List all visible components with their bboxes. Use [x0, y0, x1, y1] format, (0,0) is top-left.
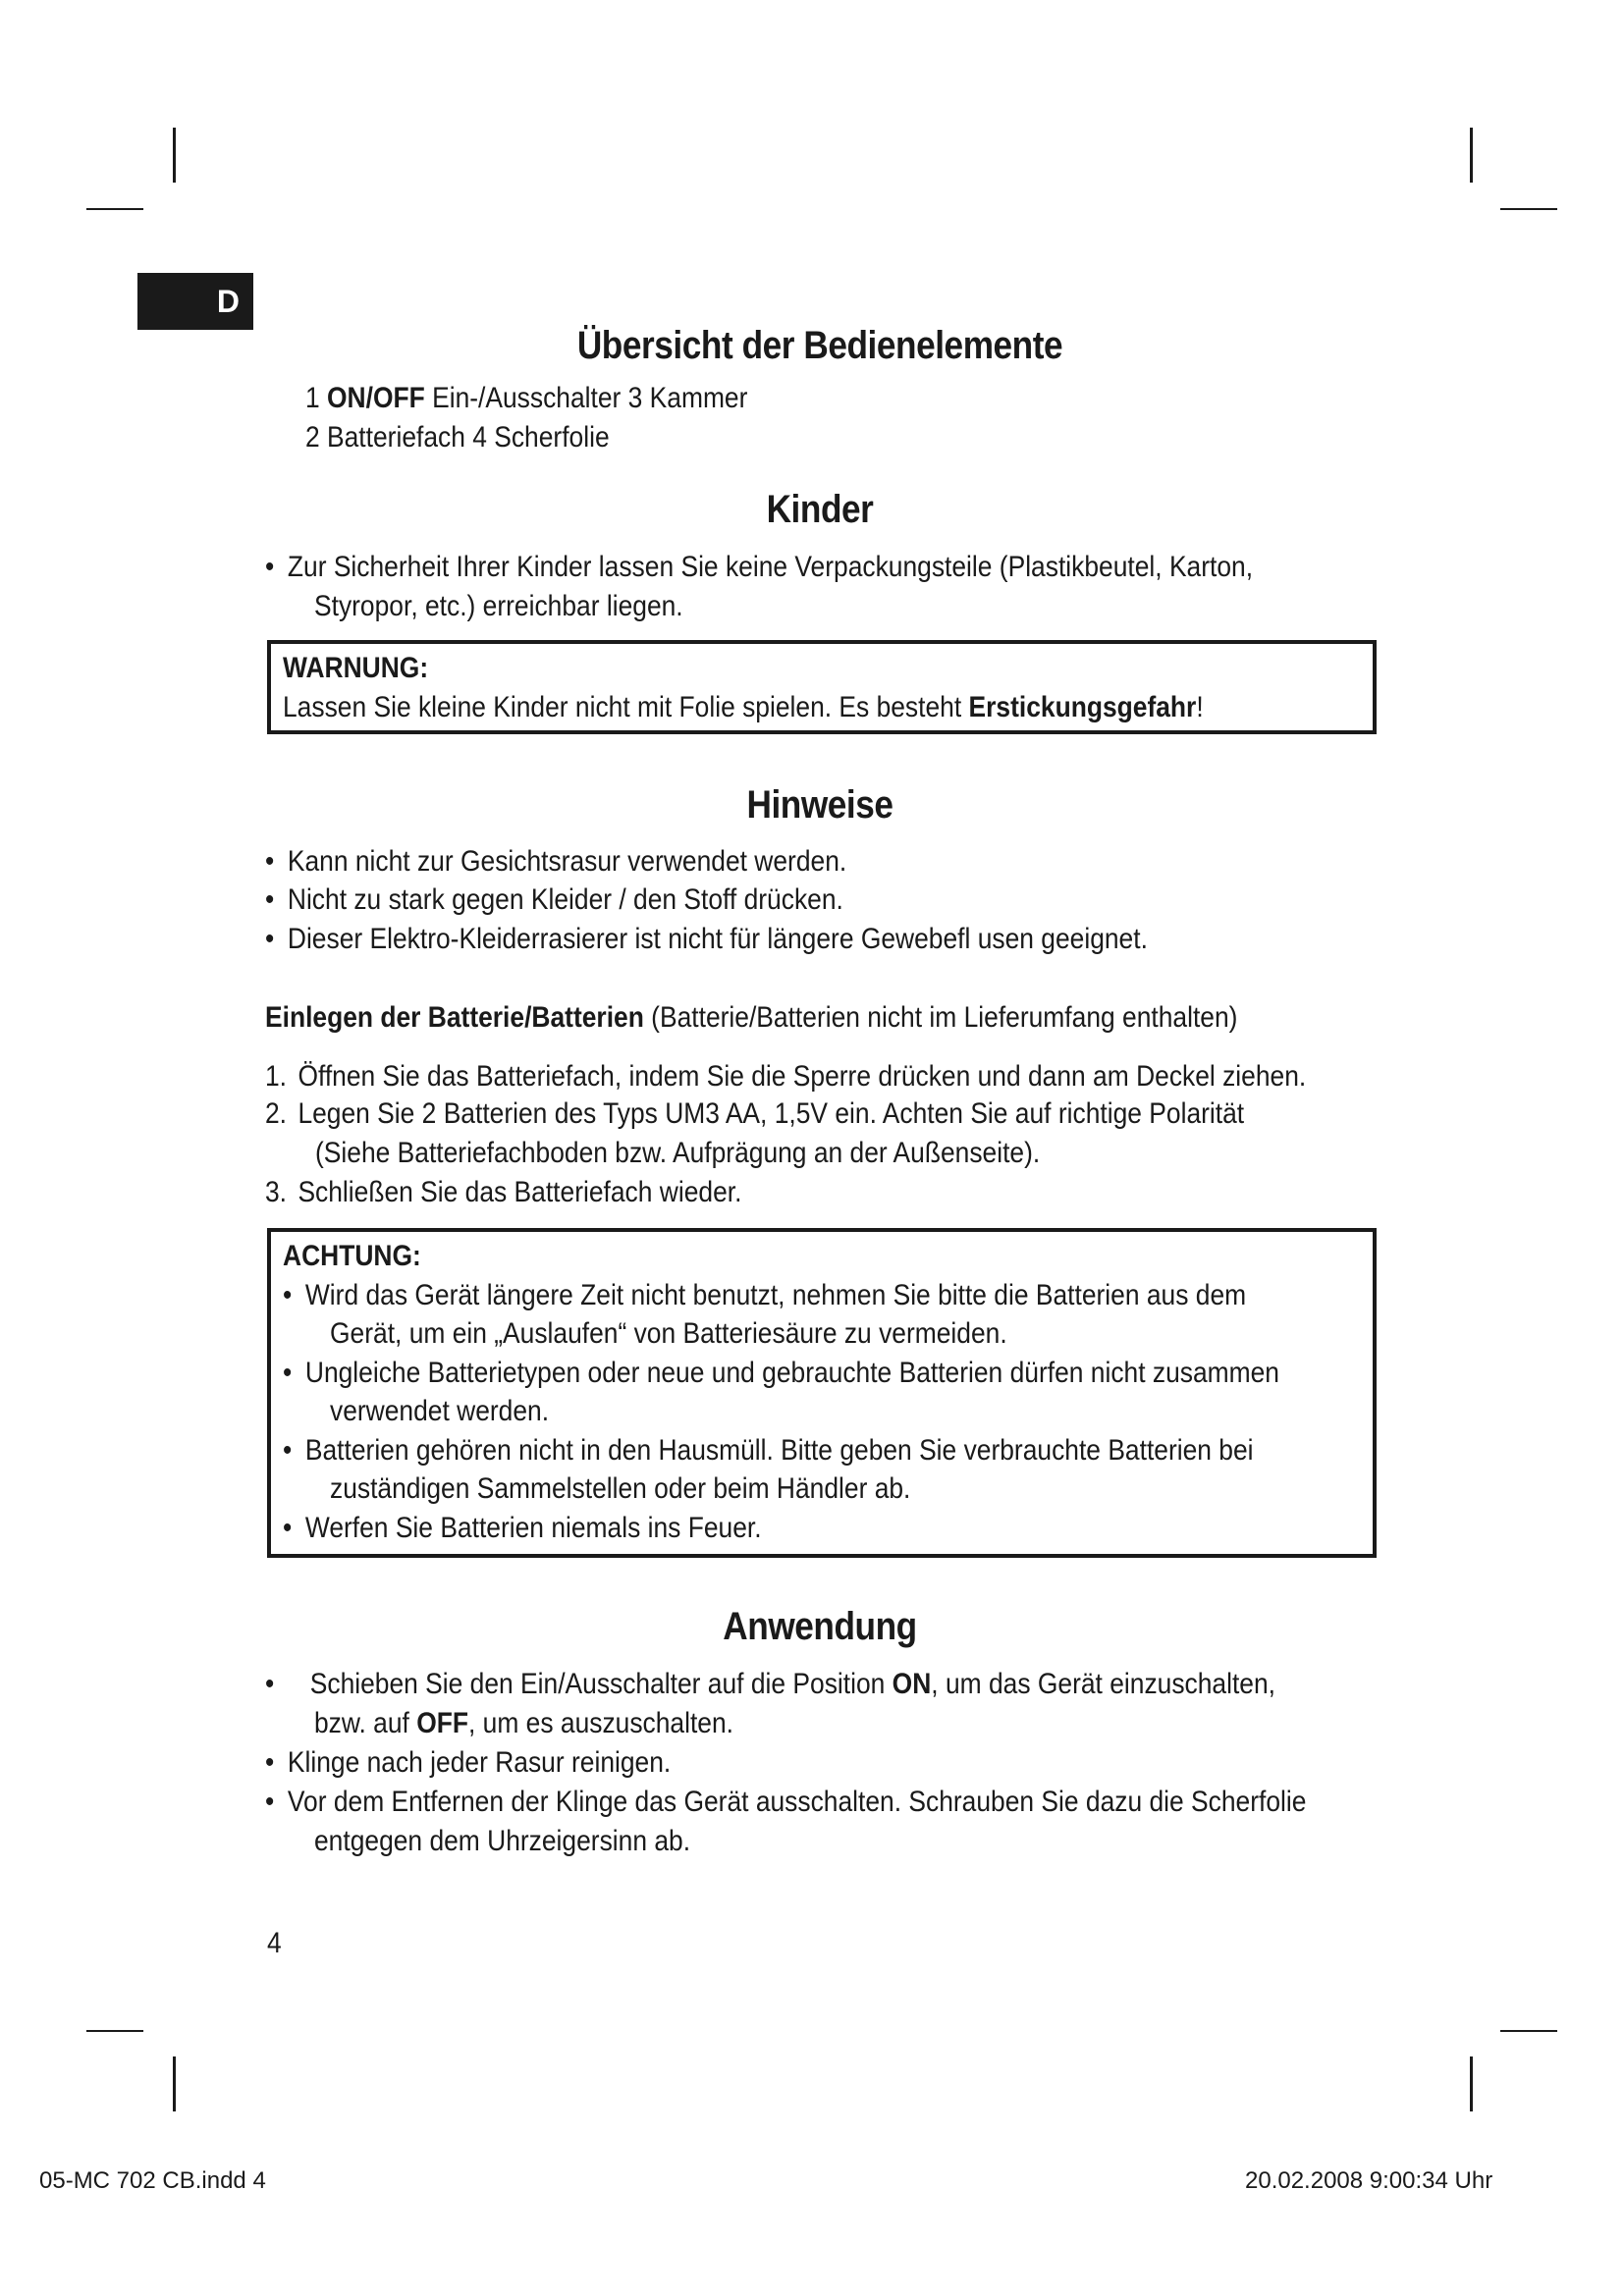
achtung-bullet-3 [283, 1434, 1254, 1468]
warning-label [283, 652, 428, 685]
battery-heading-rest: (Batterie/Batterien nicht im Lieferumfang enthalten) [643, 1001, 1238, 1034]
crop-mark-top-left-horizontal [86, 208, 143, 210]
crop-mark-bottom-right-horizontal [1500, 2030, 1557, 2032]
anwendung-b1-l2-pre: bzw. auf [314, 1707, 417, 1739]
achtung-bullet-1-line-2: Gerät, um ein „Auslaufen“ von Batteriesäure zu vermeiden. [330, 1317, 1007, 1350]
battery-step-2 [265, 1097, 1244, 1131]
battery-step-2-text: Legen Sie 2 Batterien des Typs UM3 AA, 1,5V ein. Achten Sie auf richtige Polarität [298, 1097, 1245, 1130]
hinweise-bullet-1-text: Kann nicht zur Gesichtsrasur verwendet werden. [287, 845, 847, 878]
warning-label-text: WARNUNG: [283, 652, 429, 684]
anwendung-b1-bold: ON [892, 1668, 932, 1700]
footer-left: 05-MC 702 CB.indd 4 [39, 2167, 266, 2194]
crop-mark-top-right-vertical [1470, 128, 1473, 183]
overview-title: Übersicht der Bedienelemente [576, 324, 1063, 367]
achtung-bullet-3-text: Batterien gehören nicht in den Hausmüll. Bitte geben Sie verbrauchte Batterien bei [304, 1434, 1254, 1467]
warning-text [283, 691, 1204, 724]
anwendung-title: Anwendung [723, 1605, 917, 1648]
kinder-bullet-line-1 [265, 551, 1253, 584]
anwendung-b1-post: , um das Gerät einzuschalten, [931, 1668, 1275, 1700]
achtung-bullet-1 [283, 1279, 1246, 1312]
achtung-label-text: ACHTUNG: [283, 1240, 421, 1272]
warning-text-post: ! [1196, 691, 1204, 723]
hinweise-bullet-1 [265, 845, 846, 879]
bullet-marker: • [265, 1668, 275, 1700]
achtung-bullet-3-line-2: zuständigen Sammelstellen oder beim Händler ab. [330, 1472, 911, 1505]
battery-step-3-text: Schließen Sie das Batteriefach wieder. [298, 1176, 742, 1208]
battery-step-1-num: 1. [265, 1060, 288, 1093]
battery-step-2-num: 2. [265, 1097, 288, 1130]
overview-line-2: 2 Batteriefach 4 Scherfolie [305, 421, 610, 454]
achtung-bullet-4 [283, 1512, 762, 1545]
hinweise-bullet-3 [265, 923, 1148, 956]
hinweise-bullet-2 [265, 883, 843, 917]
crop-mark-top-left-vertical [173, 128, 176, 183]
achtung-label [283, 1240, 421, 1273]
anwendung-bullet-2-text: Klinge nach jeder Rasur reinigen. [287, 1746, 672, 1779]
battery-step-1 [265, 1060, 1306, 1094]
overview-line-1-bold: ON/OFF [327, 382, 425, 414]
anwendung-bullet-1 [265, 1668, 1275, 1701]
kinder-bullet-text-1: Zur Sicherheit Ihrer Kinder lassen Sie keine Verpackungsteile (Plastikbeutel, Karton, [287, 551, 1254, 583]
overview-line-1-rest: Ein-/Ausschalter 3 Kammer [424, 382, 748, 414]
battery-step-3 [265, 1176, 741, 1209]
battery-step-2-line-2: (Siehe Batteriefachboden bzw. Aufprägung an der Außenseite). [315, 1137, 1041, 1169]
achtung-bullet-2-line-2: verwendet werden. [330, 1395, 550, 1427]
crop-mark-top-right-horizontal [1500, 208, 1557, 210]
hinweise-bullet-3-text: Dieser Elektro-Kleiderrasierer ist nicht für längere Gewebefl usen geeignet. [287, 923, 1148, 955]
anwendung-bullet-1-line-2 [314, 1707, 733, 1740]
battery-heading-bold: Einlegen der Batterie/Batterien [265, 1001, 644, 1034]
anwendung-bullet-2 [265, 1746, 671, 1780]
achtung-bullet-2-text: Ungleiche Batterietypen oder neue und gebrauchte Batterien dürfen nicht zusammen [304, 1357, 1279, 1389]
battery-step-1-text: Öffnen Sie das Batteriefach, indem Sie die Sperre drücken und dann am Deckel ziehen. [298, 1060, 1307, 1093]
warning-text-bold: Erstickungsgefahr [968, 691, 1197, 723]
hinweise-bullet-2-text: Nicht zu stark gegen Kleider / den Stoff drücken. [287, 883, 843, 916]
crop-mark-bottom-left-horizontal [86, 2030, 143, 2032]
language-tab-label: D [216, 283, 240, 319]
anwendung-bullet-3-line-2: entgegen dem Uhrzeigersinn ab. [314, 1825, 691, 1857]
achtung-bullet-4-text: Werfen Sie Batterien niemals ins Feuer. [304, 1512, 762, 1544]
kinder-title: Kinder [766, 488, 874, 531]
language-tab [137, 273, 253, 330]
achtung-bullet-2 [283, 1357, 1279, 1390]
footer-right: 20.02.2008 9:00:34 Uhr [1245, 2167, 1493, 2194]
page-number: 4 [267, 1927, 282, 1959]
anwendung-bullet-3-text: Vor dem Entfernen der Klinge das Gerät ausschalten. Schrauben Sie dazu die Scherfolie [287, 1786, 1307, 1818]
anwendung-b1-l2-post: , um es auszuschalten. [467, 1707, 734, 1739]
hinweise-title: Hinweise [746, 783, 893, 827]
battery-step-3-num: 3. [265, 1176, 288, 1208]
overview-line-1 [305, 382, 747, 415]
anwendung-bullet-3 [265, 1786, 1306, 1819]
crop-mark-bottom-right-vertical [1470, 2056, 1473, 2111]
kinder-bullet-line-2: Styropor, etc.) erreichbar liegen. [314, 590, 683, 622]
anwendung-b1-pre: Schieben Sie den Ein/Ausschalter auf die Position [309, 1668, 893, 1700]
overview-line-1-num: 1 [305, 382, 320, 414]
anwendung-b1-l2-bold: OFF [416, 1707, 468, 1739]
warning-text-pre: Lassen Sie kleine Kinder nicht mit Folie spielen. Es besteht [283, 691, 969, 723]
achtung-box [267, 1228, 1377, 1558]
crop-mark-bottom-left-vertical [173, 2056, 176, 2111]
warning-box [267, 640, 1377, 734]
achtung-bullet-1-text: Wird das Gerät längere Zeit nicht benutzt, nehmen Sie bitte die Batterien aus dem [304, 1279, 1247, 1311]
battery-heading [265, 1001, 1237, 1035]
